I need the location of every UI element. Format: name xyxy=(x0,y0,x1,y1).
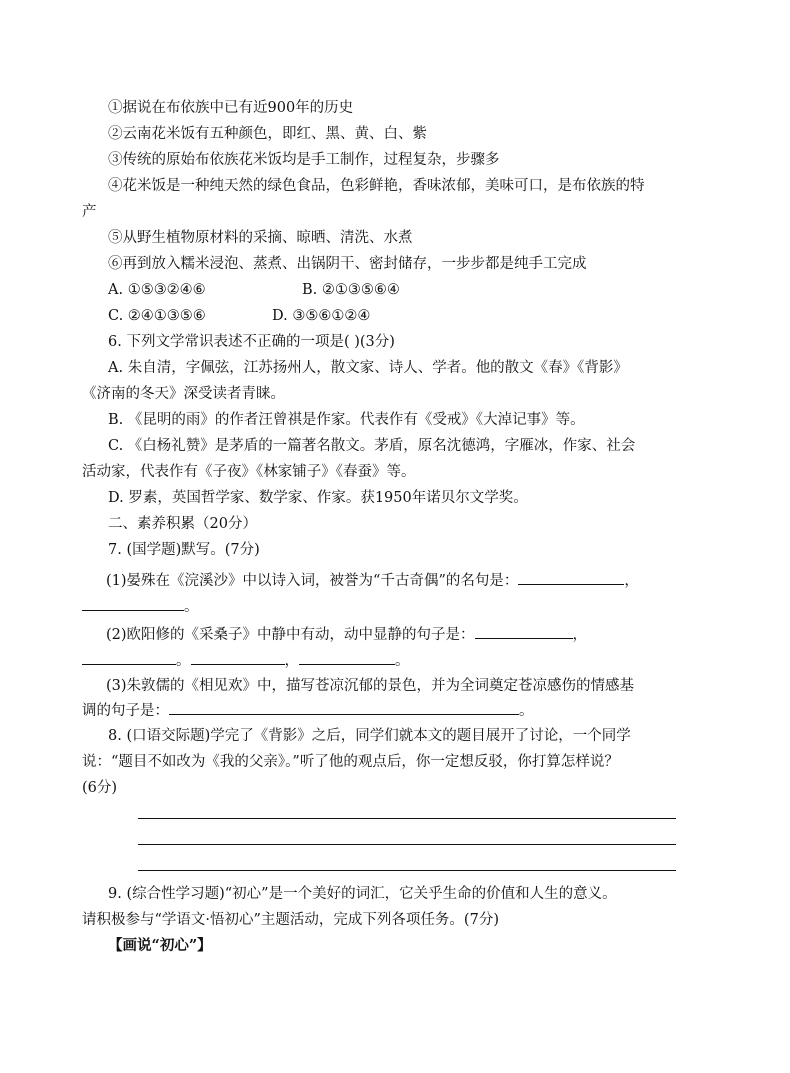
q7-part2-blank-1[interactable] xyxy=(475,624,573,639)
q9-subheading: 【画说“初心”】 xyxy=(108,937,212,954)
q6-option-a-line1: A. 朱自清，字佩弦，江苏扬州人，散文家、诗人、学者。他的散文《春》《背影》 xyxy=(108,360,628,376)
q8-line2: 说：“题目不如改为《我的父亲》。”听了他的观点后，你一定想反驳，你打算怎样说？ xyxy=(82,754,619,770)
q8-line1: 8. (口语交际题)学完了《背影》之后，同学们就本文的题目展开了讨论，一个同学 xyxy=(108,728,631,744)
q7-part2-blank-3[interactable] xyxy=(191,650,285,665)
q7-part3-blank[interactable] xyxy=(169,700,519,715)
q7-part2-line2 xyxy=(82,650,680,671)
q5-item-2: ②云南花米饭有五种颜色，即红、黑、黄、白、紫 xyxy=(108,126,427,142)
q7-part2-period-1: 。 xyxy=(176,653,191,669)
q7-part1-prompt: (1)晏殊在《浣溪沙》中以诗入词，被誉为“千古奇偶”的名句是： xyxy=(106,573,519,589)
q7-stem: 7. (国学题)默写。(7分) xyxy=(108,542,260,558)
q5-option-b: B. ②①③⑤⑥④ xyxy=(302,282,400,298)
section-2-heading: 二、素养积累（20分） xyxy=(108,516,257,532)
q5-item-3: ③传统的原始布依族花米饭均是手工制作，过程复杂，步骤多 xyxy=(108,152,500,168)
q8-answer-line-2[interactable] xyxy=(138,844,676,845)
q9-line1: 9. (综合性学习题)“初心”是一个美好的词汇，它关乎生命的价值和人生的意义。 xyxy=(108,886,617,902)
q5-item-1: ①据说在布依族中已有近900年的历史 xyxy=(108,100,354,116)
q6-option-d: D. 罗素，英国哲学家、数学家、作家。获1950年诺贝尔文学奖。 xyxy=(108,490,528,506)
q7-part3-period: 。 xyxy=(519,703,534,719)
q7-part3-line2 xyxy=(82,700,680,721)
q9-line2: 请积极参与“学语文·悟初心”主题活动，完成下列各项任务。(7分) xyxy=(82,912,499,928)
q6-option-c-line2: 活动家，代表作有《子夜》《林家铺子》《春蚕》等。 xyxy=(82,464,416,480)
q5-item-4-cont: 产 xyxy=(82,204,97,220)
q5-item-5: ⑤从野生植物原材料的采摘、晾晒、清洗、水煮 xyxy=(108,230,413,246)
q6-option-c-line1: C. 《白杨礼赞》是茅盾的一篇著名散文。茅盾，原名沈德鸿，字雁冰，作家、社会 xyxy=(108,438,636,454)
q7-part3-prompt: 调的句子是： xyxy=(82,703,169,719)
q8-answer-line-1[interactable] xyxy=(138,818,676,819)
q6-option-a-line2: 《济南的冬天》深受读者青睐。 xyxy=(82,386,285,402)
q5-option-c: C. ②④①③⑤⑥ xyxy=(108,308,206,324)
q7-part1-line1 xyxy=(106,570,680,591)
q7-part3-line1: (3)朱敦儒的《相见欢》中，描写苍凉沉郁的景色，并为全词奠定苍凉感伤的情感基 xyxy=(106,678,635,694)
q7-part2-prompt: (2)欧阳修的《采桑子》中静中有动，动中显静的句子是： xyxy=(106,627,475,643)
q7-part1-blank-1[interactable] xyxy=(518,570,624,585)
q6-option-b: B. 《昆明的雨》的作者汪曾祺是作家。代表作有《受戒》《大淖记事》等。 xyxy=(108,412,585,428)
q7-part2-comma-2: ， xyxy=(284,653,299,669)
q7-part1-period: 。 xyxy=(184,599,199,615)
q7-part2-line1 xyxy=(106,624,680,645)
q5-item-4: ④花米饭是一种纯天然的绿色食品，色彩鲜艳，香味浓郁，美味可口，是布依族的特 xyxy=(108,178,645,194)
q5-option-d: D. ③⑤⑥①②④ xyxy=(272,308,371,324)
q5-item-6: ⑥再到放入糯米浸泡、蒸煮、出锅阴干、密封储存，一步步都是纯手工完成 xyxy=(108,256,587,272)
q7-part1-line2 xyxy=(82,596,680,617)
q7-part2-period-2: 。 xyxy=(395,653,410,669)
q7-part2-blank-2[interactable] xyxy=(82,650,176,665)
q7-part2-blank-4[interactable] xyxy=(299,650,395,665)
q5-option-a: A. ①⑤③②④⑥ xyxy=(108,282,206,298)
q7-part2-comma-1: ， xyxy=(572,627,588,643)
q8-answer-line-3[interactable] xyxy=(138,870,676,871)
q7-part1-comma: ， xyxy=(624,573,639,589)
q6-stem: 6. 下列文学常识表述不正确的一项是( )(3分) xyxy=(108,334,395,350)
q7-part1-blank-2[interactable] xyxy=(82,596,184,611)
q8-line3: (6分) xyxy=(82,780,118,796)
